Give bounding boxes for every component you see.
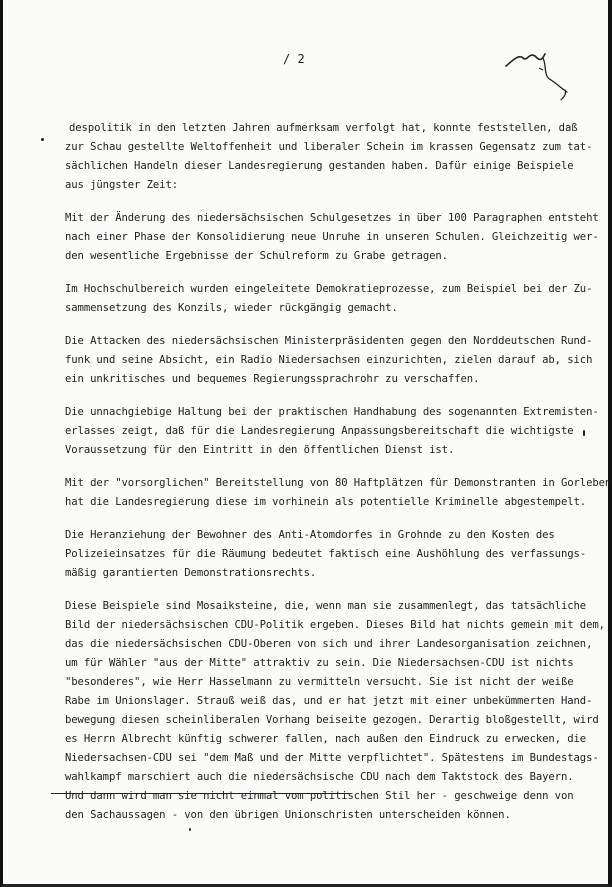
text-line: Voraussetzung für den Eintritt in den öffentlichen Dienst ist.	[65, 444, 455, 456]
text-line: Polizeieinsatzes für die Räumung bedeutet faktisch eine Aushöhlung des verfassungs-	[65, 548, 587, 560]
text-line: bewegung diesen scheinliberalen Vorhang beiseite gezogen. Derartig bloßgestellt, wird	[65, 714, 599, 726]
text-line: sächlichen Handeln dieser Landesregierung gestanden haben. Dafür einige Beispiele	[65, 160, 574, 172]
scan-speck	[41, 138, 44, 141]
text-line: das die niedersächsischen CDU-Oberen von sich und ihrer Landesorganisation zeichnen,	[65, 638, 593, 650]
handwritten-mark	[503, 48, 583, 108]
footer-rule	[51, 793, 351, 794]
paragraph	[65, 597, 605, 825]
text-line: Mit der "vorsorglichen" Bereitstellung von 80 Haftplätzen für Demonstranten in Gorleben	[65, 477, 612, 489]
text-line: Und dann wird man sie nicht einmal vom politischen Stil her - geschweige denn von	[65, 790, 574, 802]
paragraph	[65, 526, 595, 583]
text-line: aus jüngster Zeit:	[65, 179, 179, 191]
text-line: despolitik in den letzten Jahren aufmerksam verfolgt hat, konnte feststellen, daß	[69, 122, 578, 134]
text-line: den Sachaussagen - von den übrigen Unionschristen unterscheiden können.	[65, 809, 511, 821]
paragraph	[65, 209, 599, 266]
text-line: hat die Landesregierung diese im vorhinein als potentielle Kriminelle abgestempelt.	[65, 496, 587, 508]
text-line: erlasses zeigt, daß für die Landesregierung Anpassungsbereitschaft die wichtigste	[65, 425, 574, 437]
text-line: Die unnachgiebige Haltung bei der praktischen Handhabung des sogenannten Extremisten-	[65, 406, 599, 418]
text-line: ein unkritisches und bequemes Regierungssprachrohr zu verschaffen.	[65, 373, 480, 385]
text-line: wahlkampf marschiert auch die niedersächsische CDU nach dem Taktstock des Bayern.	[65, 771, 574, 783]
paragraph	[65, 332, 595, 389]
text-line: "besonderes", wie Herr Hasselmann zu vermitteln versucht. Sie ist nicht der weiße	[65, 676, 574, 688]
text-line: sammensetzung des Konzils, wieder rückgängig gemacht.	[65, 302, 398, 314]
text-line: um für Wähler "aus der Mitte" attraktiv zu sein. Die Niedersachsen-CDU ist nichts	[65, 657, 574, 669]
text-line: Diese Beispiele sind Mosaiksteine, die, wenn man sie zusammenlegt, das tatsächliche	[65, 600, 587, 612]
page-number: / 2	[283, 52, 305, 66]
text-line: Die Attacken des niedersächsischen Ministerpräsidenten gegen den Norddeutschen Rund-	[65, 335, 593, 347]
scan-speck	[189, 828, 191, 831]
text-line: funk und seine Absicht, ein Radio Niedersachsen einzurichten, zielen darauf ab, sich	[65, 354, 593, 366]
paragraph	[65, 403, 599, 460]
text-line: zur Schau gestellte Weltoffenheit und liberaler Schein im krassen Gegensatz zum tat-	[65, 141, 593, 153]
text-line: mäßig garantierten Demonstrationsrechts.	[65, 567, 317, 579]
text-line: Bild der niedersächsischen CDU-Politik ergeben. Dieses Bild hat nichts gemein mit dem,	[65, 619, 605, 631]
paragraph	[65, 474, 612, 512]
text-line: Niedersachsen-CDU sei "dem Maß und der Mitte verpflichtet". Spätestens im Bundestags-	[65, 752, 599, 764]
text-line: nach einer Phase der Konsolidierung neue Unruhe in unseren Schulen. Gleichzeitig wer-	[65, 231, 599, 243]
body-text	[65, 119, 612, 825]
text-line: Rabe im Unionslager. Strauß weiß das, und er hat jetzt mit einer unbekümmerten Hand-	[65, 695, 593, 707]
text-line: Mit der Änderung des niedersächsischen Schulgesetzes in über 100 Paragraphen entsteht	[65, 212, 599, 224]
text-line: Im Hochschulbereich wurden eingeleitete Demokratieprozesse, zum Beispiel bei der Zu-	[65, 283, 593, 295]
text-line: es Herrn Albrecht künftig schwerer fallen, nach außen den Eindruck zu erwecken, die	[65, 733, 587, 745]
text-line: den wesentliche Ergebnisse der Schulreform zu Grabe getragen.	[65, 250, 448, 262]
text-line: Die Heranziehung der Bewohner des Anti-Atomdorfes in Grohnde zu den Kosten des	[65, 529, 555, 541]
paragraph	[65, 280, 595, 318]
paragraph	[65, 119, 595, 195]
